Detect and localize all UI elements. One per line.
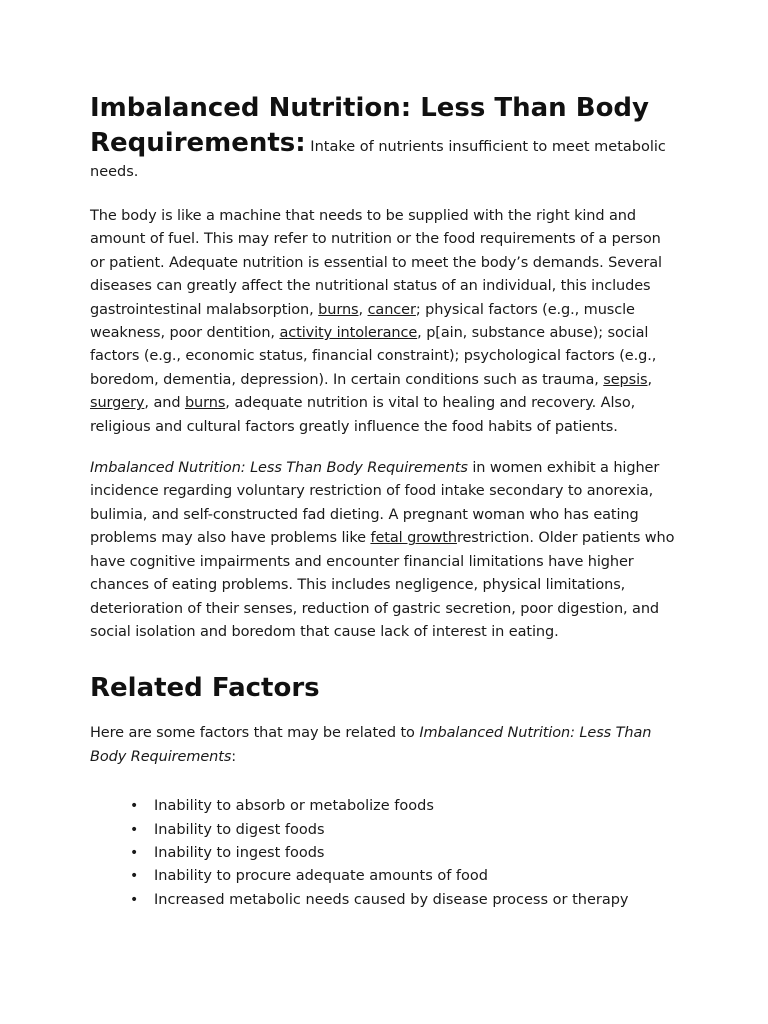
bullet-icon: •: [130, 891, 139, 908]
related-factors-list: [90, 795, 678, 912]
list-item-text: Inability to absorb or metabolize foods: [154, 798, 434, 815]
paragraph-text: ; physical factors (e.g., muscle weakness, poor dentition,: [90, 301, 635, 342]
title-definition: Intake of nutrients insufficient to meet metabolic: [305, 139, 666, 155]
list-item-text: Inability to ingest foods: [154, 844, 325, 861]
diagnosis-name-italic: Imbalanced Nutrition: Less Than Body Requirements: [90, 725, 652, 765]
bullet-icon: •: [130, 821, 139, 838]
bullet-icon: •: [130, 798, 139, 815]
paragraph-women-elderly: [90, 457, 678, 644]
list-item-text: Inability to procure adequate amounts of food: [154, 868, 488, 885]
paragraph-text: The body is like a machine that needs to be supplied with the right kind and amount of fuel. This may refer to nutrition or the food requirements of a person or patient. Adequate nutrition is essential to meet the body’s demands. Several diseases can greatly affect the nutritional status of an individual, this includes gastrointestinal malabsorption,: [90, 208, 662, 318]
paragraph-overview: [90, 205, 678, 439]
section-heading-related-factors: Related Factors: [90, 673, 320, 704]
link-cancer[interactable]: cancer: [367, 301, 416, 318]
bullet-icon: •: [130, 844, 139, 861]
page-title: [90, 91, 678, 161]
paragraph-text: ,: [647, 371, 652, 388]
link-sepsis[interactable]: sepsis: [603, 371, 648, 388]
list-item: [130, 842, 678, 865]
link-burns-2[interactable]: burns: [184, 395, 226, 412]
diagnosis-name-italic: Imbalanced Nutrition: Less Than Body Requirements: [90, 460, 468, 477]
link-activity-intolerance[interactable]: activity intolerance: [279, 325, 418, 342]
intro-text-end: :: [231, 748, 237, 765]
list-item-text: Increased metabolic needs caused by disease process or therapy: [154, 891, 629, 908]
bullet-icon: •: [130, 868, 139, 885]
title-line-1: Imbalanced Nutrition: Less Than Body: [90, 93, 649, 123]
link-burns[interactable]: burns: [318, 301, 359, 318]
title-line-2: Requirements:: [90, 128, 306, 158]
list-item-text: Inability to digest foods: [154, 821, 325, 838]
list-item: [130, 819, 678, 842]
link-fetal-growth[interactable]: fetal growth: [370, 530, 457, 547]
list-item: [130, 795, 678, 818]
related-factors-intro: [90, 722, 678, 769]
paragraph-text: in women exhibit a higher incidence regarding voluntary restriction of food intake secondary to anorexia, bulimia, and self-constructed fad dieting. A pregnant woman who has eating problems may also have problems like: [90, 460, 660, 547]
title-definition-continued: needs.: [90, 164, 139, 180]
paragraph-text: , adequate nutrition is vital to healing and recovery. Also, religious and cultural factors greatly influence the food habits of patients.: [90, 395, 636, 435]
link-surgery[interactable]: surgery: [90, 395, 145, 412]
list-item: [130, 889, 678, 912]
paragraph-text: , and: [144, 395, 185, 412]
list-item: [130, 865, 678, 888]
paragraph-text: , p[ain, substance abuse); social factors (e.g., economic status, financial constraint); psychological factors (e.g., boredom, dementia, depression). In certain conditions such as trauma,: [90, 325, 657, 388]
intro-text: Here are some factors that may be related to: [90, 725, 420, 742]
paragraph-text: ,: [358, 301, 368, 318]
paragraph-text: restriction. Older patients who have cognitive impairments and encounter financial limitations have higher chances of eating problems. This includes negligence, physical limitations, deterioration of their senses, reduction of gastric secretion, poor digestion, and social isolation and boredom that cause lack of interest in eating.: [90, 530, 675, 640]
